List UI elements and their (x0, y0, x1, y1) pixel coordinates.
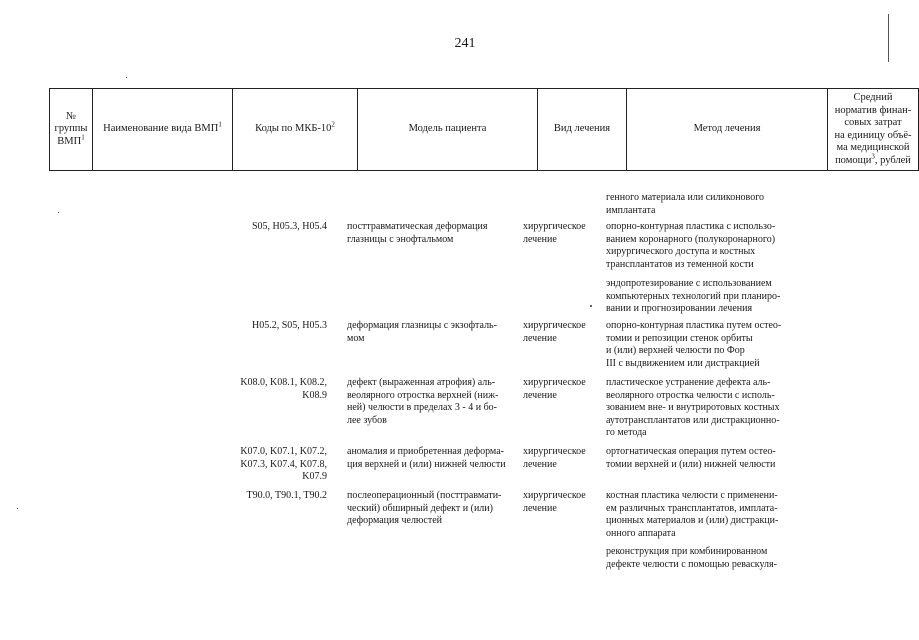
treatment-type: хирургическое лечение (523, 446, 586, 470)
header-treatment-type: Вид лечения (538, 89, 627, 171)
scan-speck (590, 305, 592, 307)
method-text: ортогнатическая операция путем остео- томии верхней и (или) нижней челюсти (606, 446, 776, 470)
method-text: пластическое устранение дефекта аль- веолярного отростка челюсти с исполь- зованием вне- и внутриротовых костных аутотрансплантатов или дистракционно- го метода (606, 377, 780, 438)
icd-codes: K08.0, K08.1, K08.2, K08.9 (240, 377, 327, 401)
icd-codes: K07.0, K07.1, K07.2, K07.3, K07.4, K07.8, K07.9 (240, 446, 327, 482)
patient-model: аномалия и приобретенная деформа- ция верхней и (или) нижней челюсти (347, 446, 506, 470)
patient-model: посттравматическая деформация глазницы с энофтальмом (347, 221, 488, 245)
method-text: реконструкция при комбинированном дефекте челюсти с помощью реваскуля- (606, 546, 777, 570)
header-vmp-name: Наименование вида ВМП$^1$ (93, 89, 233, 171)
table-header (49, 88, 919, 171)
treatment-type: хирургическое лечение (523, 490, 586, 514)
margin-rule (888, 14, 889, 62)
method-text: опорно-контурная пластика путем остео- томии и репозиции стенок орбиты и (или) верхней челюсти по Фор III с выдвижением или дистракцией (606, 320, 782, 369)
patient-model: дефект (выраженная атрофия) аль- веолярного отростка верхней (ниж- ней) челюсти в пределах 3 - 4 и бо- лее зубов (347, 377, 499, 426)
scan-speck (58, 212, 59, 213)
method-text: эндопротезирование с использованием компьютерных технологий при планиро- вании и прогнозировании лечения (606, 278, 781, 314)
method-text: опорно-контурная пластика с использо- ванием коронарного (полукоронарного) хирургического доступа и костных трансплантатов из теменной кости (606, 221, 776, 270)
icd-codes: H05.2, S05, H05.3 (251, 320, 327, 331)
method-text: генного материала или силиконового имплантата (606, 192, 765, 216)
patient-model: послеоперационный (посттравмати- ческий) обширный дефект и (или) деформация челюстей (347, 490, 502, 526)
treatment-type: хирургическое лечение (523, 377, 586, 401)
header-financial-norm: Средний норматив финан- совых затрат на единицу объё- ма медицинской помощи$^3$, рублей (828, 89, 919, 171)
patient-model: деформация глазницы с экзофталь- мом (347, 320, 497, 344)
scan-speck (17, 508, 18, 509)
treatment-type: хирургическое лечение (523, 320, 586, 344)
scan-speck (126, 77, 127, 78)
page-number: 241 (454, 36, 476, 51)
treatment-type: хирургическое лечение (523, 221, 586, 245)
header-group-number: № группы ВМП$^1$ (50, 89, 93, 171)
method-text: костная пластика челюсти с применени- ем различных трансплантатов, имплата- ционных материалов и (или) дистракци- онного аппарата (606, 490, 779, 539)
header-patient-model: Модель пациента (358, 89, 538, 171)
header-treatment-method: Метод лечения (627, 89, 828, 171)
icd-codes: S05, H05.3, H05.4 (251, 221, 327, 232)
icd-codes: T90.0, T90.1, T90.2 (246, 490, 327, 501)
header-icd-codes: Коды по МКБ-$10^2$ (233, 89, 358, 171)
